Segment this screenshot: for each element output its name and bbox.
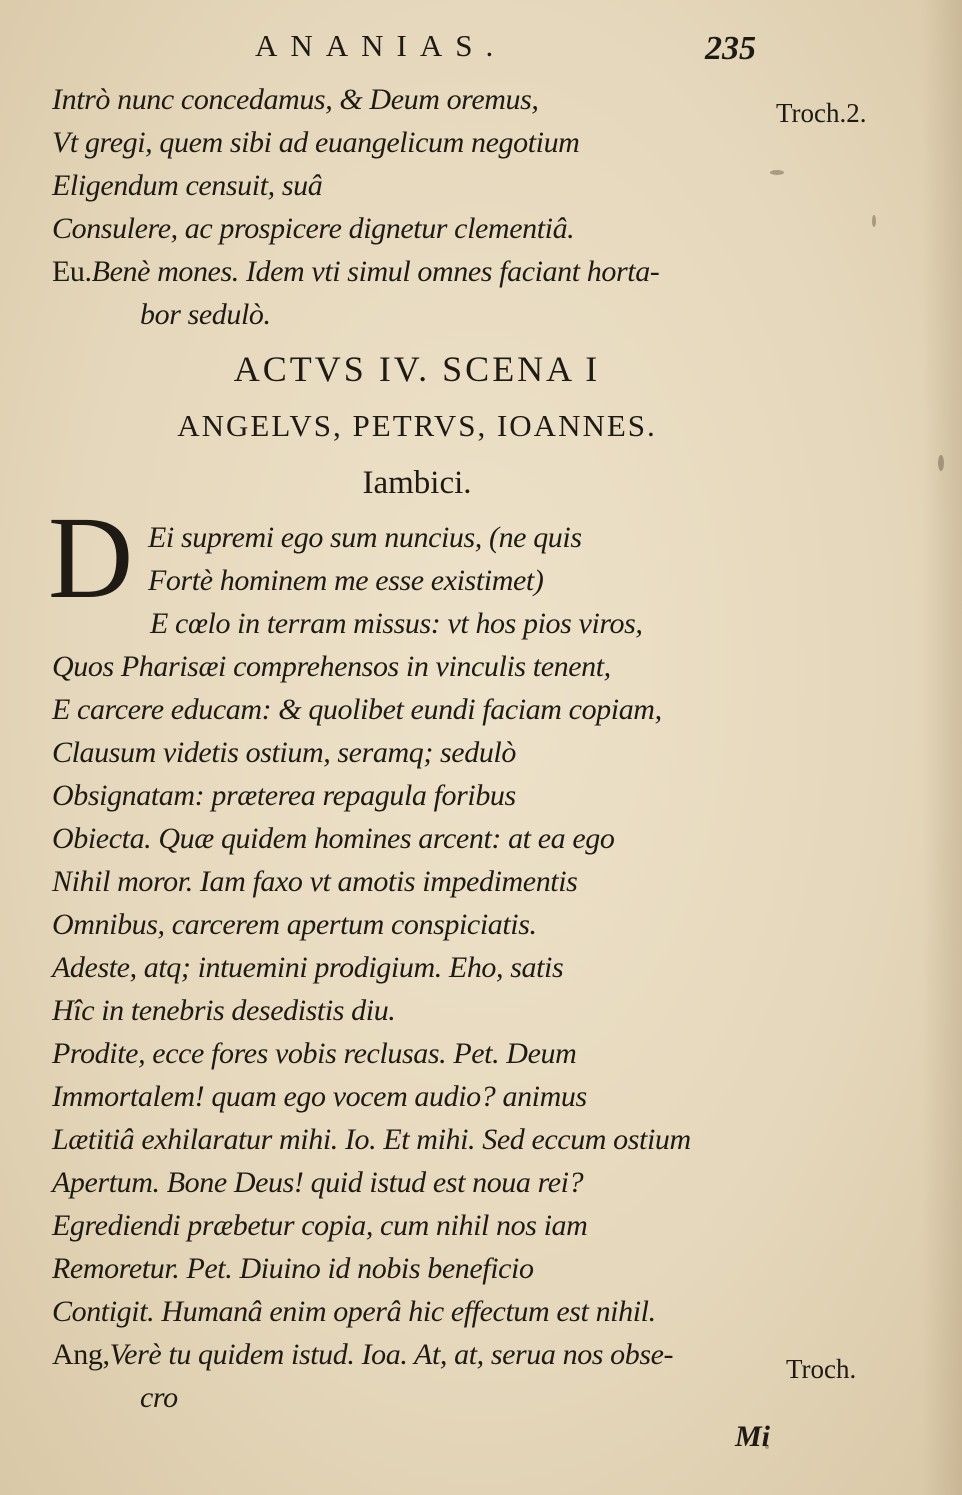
verse-line: Lætitiâ exhilaratur mihi. Io. Et mihi. Sed eccum ostium	[52, 1123, 691, 1156]
paper-blemish	[872, 215, 876, 227]
text-block	[48, 78, 782, 1419]
cast-list: ANGELVS, PETRVS, IOANNES.	[177, 408, 657, 443]
verse-line: Obiecta. Quæ quidem homines arcent: at ea ego	[52, 822, 615, 855]
verse-line: Omnibus, carcerem apertum conspiciatis.	[52, 908, 537, 941]
margin-note-troch-2: Troch.2.	[776, 98, 867, 128]
verse-line-continuation: bor sedulò.	[140, 298, 271, 331]
verse-line: E cœlo in terram missus: vt hos pios viros,	[150, 607, 643, 640]
catchword: Mi	[735, 1420, 771, 1453]
paper-blemish	[938, 455, 944, 471]
act-heading: ACTVS IV. SCENA I	[233, 349, 601, 389]
verse-line: Immortalem! quam ego vocem audio? animus	[52, 1080, 587, 1113]
verse-text: Benè mones. Idem vti simul omnes faciant horta-	[91, 255, 660, 288]
meter-label: Iambici.	[362, 465, 472, 501]
verse-line: Egrediendi præbetur copia, cum nihil nos iam	[52, 1209, 588, 1242]
verse-line: Obsignatam: præterea repagula foribus	[52, 779, 516, 812]
dropcap-block	[48, 492, 782, 623]
page-number: 235	[705, 30, 756, 67]
verse-line: Eligendum censuit, suâ	[52, 169, 323, 202]
verse-line: Ei supremi ego sum nuncius, (ne quis	[148, 521, 582, 554]
verse-line-eu	[52, 250, 782, 293]
verse-line: Prodite, ecce fores vobis reclusas. Pet. Deum	[52, 1037, 577, 1070]
margin-note-troch: Troch.	[786, 1354, 857, 1384]
verse-line: E carcere educam: & quolibet eundi faciam copiam,	[52, 693, 662, 726]
verse-line: Vt gregi, quem sibi ad euangelicum negotium	[52, 126, 580, 159]
verse-line: Nihil moror. Iam faxo vt amotis impedimentis	[52, 865, 578, 898]
drop-cap-letter: D	[48, 492, 134, 623]
paper-blemish	[765, 1445, 769, 1449]
running-title: ANANIAS.	[255, 28, 507, 63]
verse-line: Quos Pharisæi comprehensos in vinculis tenent,	[52, 650, 611, 683]
verse-text: Verè tu quidem istud. Ioa. At, at, serua nos obse-	[109, 1338, 674, 1371]
verse-line: Fortè hominem me esse existimet)	[148, 564, 544, 597]
speaker-eu: Eu.	[52, 255, 92, 288]
verse-line: Clausum videtis ostium, seramq; sedulò	[52, 736, 516, 769]
verse-line: Apertum. Bone Deus! quid istud est noua rei?	[52, 1166, 584, 1199]
verse-line: Intrò nunc concedamus, & Deum oremus,	[52, 83, 539, 116]
verse-line-continuation: cro	[140, 1381, 178, 1414]
verse-line: Remoretur. Pet. Diuino id nobis beneficio	[52, 1252, 534, 1285]
verse-line: Hîc in tenebris desedistis diu.	[52, 994, 396, 1027]
verse-line: Adeste, atq; intuemini prodigium. Eho, satis	[52, 951, 564, 984]
speaker-ang: Ang,	[52, 1338, 110, 1371]
verse-line: Consulere, ac prospicere dignetur clementiâ.	[52, 212, 575, 245]
verse-line: Contigit. Humanâ enim operâ hic effectum est nihil.	[52, 1295, 656, 1328]
paper-blemish	[770, 170, 784, 175]
verse-line-ang	[52, 1333, 782, 1376]
